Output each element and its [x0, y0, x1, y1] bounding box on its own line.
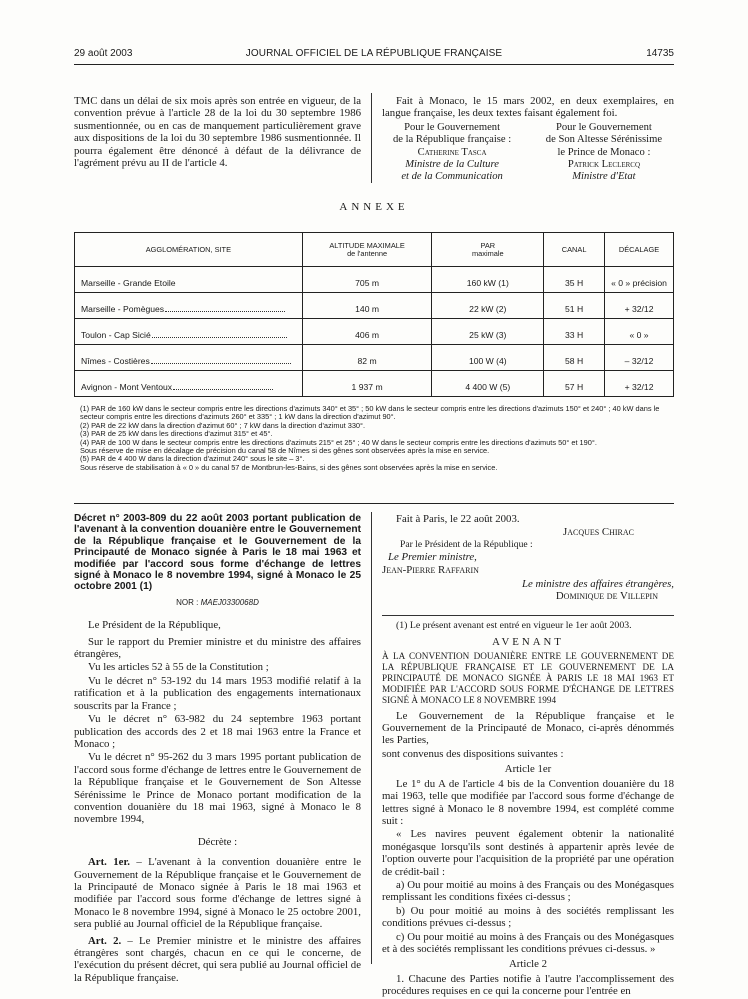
avenant-title: AVENANT [492, 636, 564, 649]
signatory-villepin: Dominique de Villepin [555, 590, 658, 603]
article-2: Art. 2. – Le Premier ministre et le ministre des affaires étrangères sont chargés, chacun en ce qui le concerne, de l'exécution du présent décret, qui sera publié au Journal officiel de la République française. [74, 934, 361, 984]
column-header-site: AGGLOMÉRATION, SITE [75, 233, 303, 267]
signature-france: Pour le Gouvernement de la République française : Catherine Tasca Ministre de la Culture et de la Communication [382, 122, 522, 184]
signatory-raffarin: Jean-Pierre Raffarin [382, 563, 479, 576]
fait-monaco-paragraph: Fait à Monaco, le 15 mars 2002, en deux exemplaires, en langue française, les deux textes faisant également foi. [382, 95, 674, 120]
header-journal-title: JOURNAL OFFICIEL DE LA RÉPUBLIQUE FRANÇAISE [245, 48, 503, 59]
table-row: Avignon - Mont Ventoux 1 937 m 4 400 W (5) 57 H + 32/12 [75, 371, 674, 397]
signature-monaco: Pour le Gouvernement de Son Altesse Sérénissime le Prince de Monaco : Patrick Leclercq Ministre d'Etat [534, 122, 674, 184]
annex-note: (5) PAR de 4 400 W dans la direction d'azimut 240° sous le site – 3°. [80, 454, 305, 464]
section-divider [74, 503, 674, 504]
table-row: Toulon - Cap Sicié 406 m 25 kW (3) 33 H « 0 » [75, 319, 674, 345]
annex-note: (3) PAR de 25 kW dans les directions d'azimut 315° et 45°. [80, 429, 273, 439]
column-header-par: PAR maximale [432, 233, 544, 267]
column-divider-top [371, 93, 372, 183]
signatory-name: Patrick Leclercq [567, 159, 641, 171]
top-right-column [382, 95, 674, 184]
annex-table [74, 232, 674, 397]
fait-paris: Fait à Paris, le 22 août 2003. [396, 513, 520, 525]
avenant-column: Fait à Paris, le 22 août 2003. Jacques Chirac Par le Président de la République : Le Premier ministre, Jean-Pierre Raffarin Le ministre des affaires étrangères, Dominique de Villepin (1) Le présent avenant est entré en vigueur le 1er août 2003. AVENANT À LA CONVENTION DOUANIÈRE ENTRE LE GOUVERNEMENT DE LA RÉPUBLIQUE FRANÇAISE ET LE GOUVERNEMENT DE LA PRINCIPAUTÉ DE MONACO SIGNÉE À PARIS LE 18 MAI 1963 ET MODIFIÉE PAR L'ACCORD SOUS FORME D'ÉCHANGE DE LETTRES SIGNÉ À MONACO LE 8 NOVEMBRE 1994 Le Gouvernement de la République française et le Gouvernement de la Principauté de Monaco, ci-après dénommés les Parties, sont convenus des dispositions suivantes : Article 1er Le 1° du A de l'article 4 bis de la Convention douanière du 18 mai 1963, telle que modifiée par l'accord sous forme d'échange de lettres signé à Monaco le 8 novembre 1994, est complété comme suit : « Les navires peuvent également obtenir la nationalité monégasque lorsqu'ils sont destinés à appartenir après levée de l'option ouverte pour l'acquisition de la propriété par une opération de crédit-bail : a) Ou pour moitié au moins à des Français ou des Monégasques remplissant les conditions fixées ci-dessus ; b) Ou pour moitié au moins à des sociétés remplissant les conditions prévues ci-dessus ; c) Ou pour moitié au moins à des Français ou des Monégasques et à des sociétés remplissant les conditions prévues ci-dessus. » Article 2 1. Chacune des Parties notifie à l'autre l'accomplissement des procédures requises en ce qui la concerne pour l'entrée en [382, 513, 674, 998]
decrete-heading: Décrète : [197, 835, 238, 848]
column-header-canal: CANAL [544, 233, 605, 267]
page-header [74, 48, 674, 62]
decree-column: Décret n° 2003-809 du 22 août 2003 portant publication de l'avenant à la convention douanière entre le Gouvernement de la République française et le Gouvernement de la Principauté de Monaco signée à Paris le 18 mai 1963 et modifiée par l'accord sous forme d'échange de lettres signé à Monaco le 8 novembre 1994, signé à Monaco le 25 octobre 2001 (1) NOR : MAEJ0330068D Le Président de la République, Sur le rapport du Premier ministre et du ministre des affaires étrangères, Vu les articles 52 à 55 de la Constitution ; Vu le décret n° 53-192 du 14 mars 1953 modifié relatif à la ratification et à la publication des engagements internationaux souscrits par la France ; Vu le décret n° 63-982 du 24 septembre 1963 portant publication des accords des 2 et 18 mai 1963 entre la France et Monaco ; Vu le décret n° 95-262 du 3 mars 1995 portant publication de l'accord sous forme d'échange de lettres entre le Gouvernement de la République française et le Gouvernement de Son Altesse Sérénissime le Prince de Monaco portant modification de la convention douanière du 18 mai 1963, signé à Monaco le 8 novembre 1994, Décrète : Art. 1er. – L'avenant à la convention douanière entre le Gouvernement de la République française et le Gouvernement de la Principauté de Monaco signée à Paris le 18 mai 1963 et modifiée par l'accord sous forme d'échange de lettres signé à Monaco le 8 novembre 1994, signé à Monaco le 25 octobre 2001, sera publié au Journal officiel de la République française. Art. 2. – Le Premier ministre et le ministre des affaires étrangères sont chargés, chacun en ce qui le concerne, de l'exécution du présent décret, qui sera publié au Journal officiel de la République française. [74, 513, 361, 984]
top-left-paragraph: TMC dans un délai de six mois après son entrée en vigueur, de la convention prévue à l'article 28 de la loi du 30 septembre 1986 susmentionnée, ou en cas de manquement particulièrement grave aux dispositions de la loi du 30 septembre 1986 susmentionnée. Il pourra également être dénoncé à défaut de la délivrance de l'agrément prévu au II de l'article 4. [74, 95, 361, 170]
header-divider [74, 64, 674, 65]
column-divider-bottom [371, 512, 372, 964]
footnote: (1) Le présent avenant est entré en vigueur le 1er août 2003. [396, 619, 632, 631]
signatory-chirac: Jacques Chirac [563, 526, 634, 539]
annex-notes [80, 405, 672, 472]
table-header-row [75, 233, 674, 267]
column-header-altitude: ALTITUDE MAXIMALE de l'antenne [302, 233, 432, 267]
annex-note: (4) PAR de 100 W dans le secteur compris entre les directions d'azimuts 215° et 25° ; 40 W dans le secteur compris entre les directions d'azimuts 50° et 190°. [80, 437, 597, 447]
table-row: Marseille - Grande Etoile 705 m 160 kW (1) 35 H « 0 » précision [75, 267, 674, 293]
annex-title: ANNEXE [339, 201, 409, 213]
article-1: Art. 1er. – L'avenant à la convention douanière entre le Gouvernement de la République française et le Gouvernement de la Principauté de Monaco signée à Paris le 18 mai 1963 et modifiée par l'accord sous forme d'échange de lettres signé à Monaco le 8 novembre 1994, signé à Monaco le 25 octobre 2001, sera publié au Journal officiel de la République française. [74, 856, 361, 931]
signatory-name: Catherine Tasca [417, 146, 487, 158]
decree-title: Décret n° 2003-809 du 22 août 2003 portant publication de l'avenant à la convention douanière entre le Gouvernement de la République française et le Gouvernement de la Principauté de Monaco signée à Paris le 18 mai 1963 et modifiée par l'accord sous forme d'échange de lettres signé à Monaco le 8 novembre 1994, signé à Monaco le 25 octobre 2001 (1) [74, 513, 361, 593]
footnote-rule [382, 615, 674, 616]
header-date: 29 août 2003 [74, 48, 133, 59]
article-2-heading: Article 2 [508, 958, 548, 971]
signature-block [382, 122, 674, 184]
avenant-subtitle: À LA CONVENTION DOUANIÈRE ENTRE LE GOUVERNEMENT DE LA RÉPUBLIQUE FRANÇAISE ET LE GOUVERNEMENT DE LA PRINCIPAUTÉ DE MONACO SIGNÉE À PARIS LE 18 MAI 1963 ET MODIFIÉE PAR L'ACCORD SOUS FORME D'ÉCHANGE DE LETTRES SIGNÉ À MONACO LE 8 NOVEMBRE 1994 [382, 650, 674, 705]
article-1-heading: Article 1er [504, 763, 552, 776]
annex-note: (1) PAR de 160 kW dans le secteur compris entre les directions d'azimuts 340° et 35° ; 50 kW dans le secteur compris entre les directions d'azimuts 150° et 240° ; 40 kW dans le secteur compris entre les directions d'azimuts 260° et 335° ; 1 kW dans la direction d'azimut 90°. [80, 404, 660, 422]
header-page-number: 14735 [646, 48, 674, 59]
annex-note: (2) PAR de 22 kW dans la direction d'azimut 60° ; 7 kW dans la direction d'azimut 330°. [80, 420, 366, 430]
column-header-decalage: DÉCALAGE [605, 233, 674, 267]
table-row: Nîmes - Costières 82 m 100 W (4) 58 H – 32/12 [75, 345, 674, 371]
top-left-column [74, 95, 361, 169]
nor-reference: NOR : MAEJ0330068D [176, 597, 259, 607]
annex-note: Sous réserve de mise en décalage de précision du canal 58 de Nîmes si des gênes sont observées après la mise en service. [80, 446, 490, 456]
table-row: Marseille - Pomègues 140 m 22 kW (2) 51 H + 32/12 [75, 293, 674, 319]
president-line: Le Président de la République, [88, 619, 221, 632]
annex-note: Sous réserve de stabilisation à « 0 » du canal 57 de Montbrun-les-Bains, si des gênes sont observées après la mise en service. [80, 462, 498, 472]
